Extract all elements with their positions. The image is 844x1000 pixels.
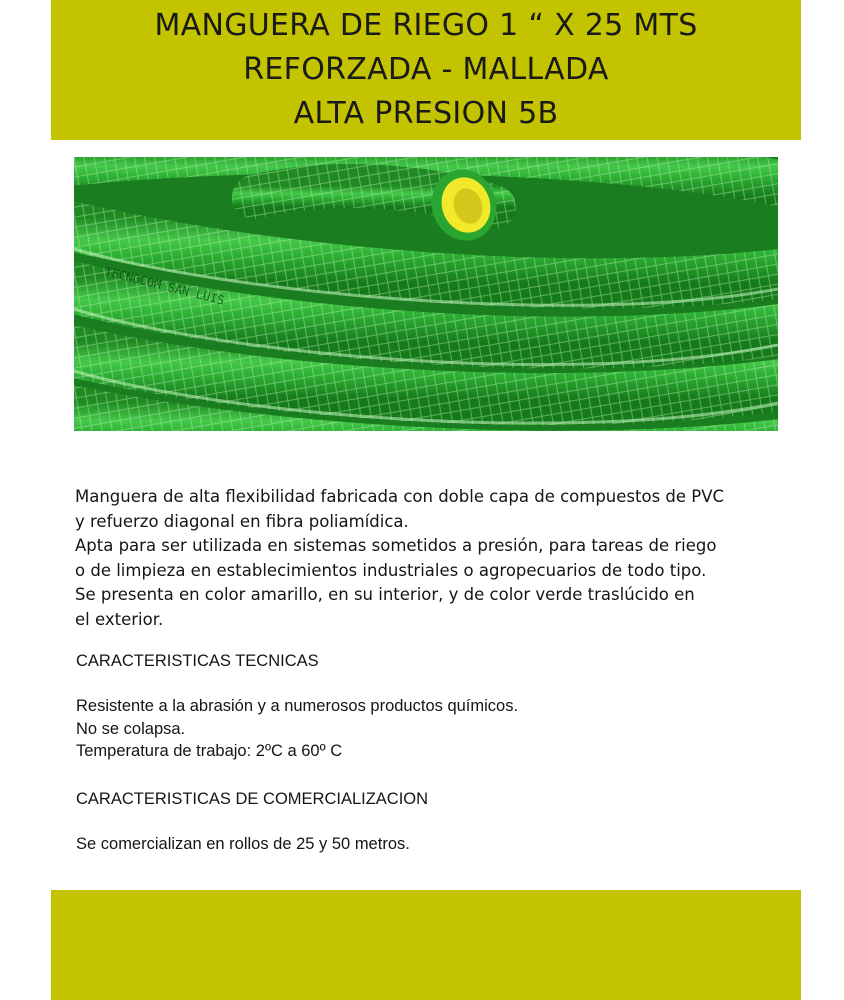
product-description: [75, 485, 775, 632]
description-line: Manguera de alta flexibilidad fabricada con doble capa de compuestos de PVC: [75, 487, 725, 506]
tech-item: Resistente a la abrasión y a numerosos productos químicos.: [76, 697, 519, 715]
commercial-heading-block: [76, 788, 776, 811]
header-banner: [51, 0, 801, 140]
commercial-text-block: [76, 833, 776, 856]
commercial-heading: CARACTERISTICAS DE COMERCIALIZACION: [76, 790, 429, 808]
title-line-1: MANGUERA DE RIEGO 1 “ X 25 MTS: [154, 8, 698, 43]
commercial-text: Se comercializan en rollos de 25 y 50 metros.: [76, 835, 410, 853]
title-line-3: ALTA PRESION 5B: [293, 96, 559, 131]
footer-banner: [51, 890, 801, 1000]
tech-heading: CARACTERISTICAS TECNICAS: [76, 652, 319, 670]
title-line-2: REFORZADA - MALLADA: [243, 52, 609, 87]
description-line: o de limpieza en establecimientos industriales o agropecuarios de todo tipo.: [75, 560, 707, 580]
description-line: y refuerzo diagonal en fibra poliamídica.: [75, 511, 409, 531]
tech-item: Temperatura de trabajo: 2ºC a 60º C: [76, 742, 343, 760]
description-line: el exterior.: [75, 609, 164, 629]
description-line: Se presenta en color amarillo, en su interior, y de color verde traslúcido en: [75, 585, 695, 604]
product-photo: [74, 157, 778, 431]
tech-item: No se colapsa.: [76, 719, 186, 738]
description-line: Apta para ser utilizada en sistemas sometidos a presión, para tareas de riego: [75, 536, 717, 555]
tech-heading-block: [76, 650, 776, 673]
hose-print-text: TECNOCOM SAN LUIS: [103, 264, 226, 308]
tech-list: [76, 695, 776, 763]
hose-coil-illustration: [74, 157, 778, 431]
